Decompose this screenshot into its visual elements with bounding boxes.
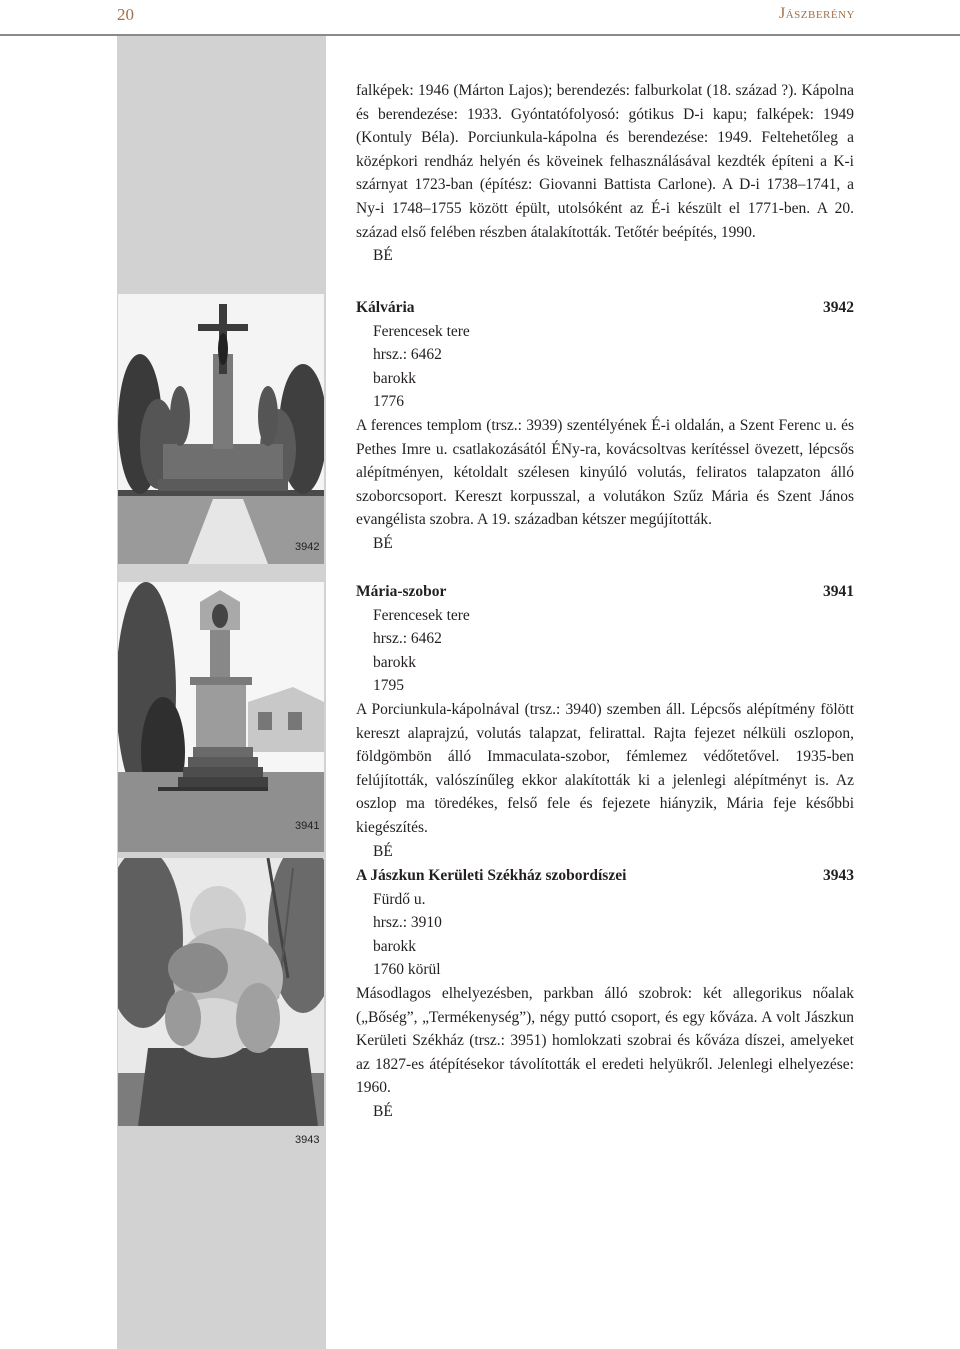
page-header	[0, 0, 960, 36]
entry-title: Kálvária	[356, 299, 415, 316]
entry-signature: BÉ	[373, 842, 393, 860]
entry-3941	[356, 580, 854, 863]
entry-date: 1776	[373, 393, 404, 411]
entry-3943	[356, 864, 854, 1124]
mary-statue-photo	[118, 582, 324, 852]
sculpture-photo	[118, 858, 324, 1126]
entry-title-row	[356, 296, 854, 320]
intro-text: falképek: 1946 (Márton Lajos); berendezés: falburkolat (18. század ?). Kápolna és berendezése: 1933. Gyóntatófolyosó: gótikus D-i kapu; falképek: 1949 (Kontuly Béla). Porciunkula-kápolna és berendezése: 1949. Feltehetőleg a középkori rendház helyén és köveinek felhasználásával kezdték építeni a K-i szárnyat 1723-ban (építész: Giovanni Battista Carlone). A D-i 1738–1741, a Ny-i 1748–1755 között épült, utolsóként az É-i készült el 1771-ben. A 20. század első felében részben átalakították. Tetőtér beépítés, 1990.	[356, 82, 854, 241]
entry-title: Mária-szobor	[356, 583, 447, 600]
calvary-photo	[118, 294, 324, 564]
entry-signature: BÉ	[373, 534, 393, 552]
running-title: Jászberény	[778, 5, 855, 22]
entry-date: 1795	[373, 677, 404, 695]
entry-number: 3943	[823, 867, 854, 884]
photo-label-3942: 3942	[295, 541, 320, 553]
entry-date: 1760 körül	[373, 961, 441, 979]
entry-text: Másodlagos elhelyezésben, parkban álló szobrok: két allegorikus nőalak („Bőség”, „Termékenység”), négy puttó csoport, és egy kőváza. A volt Jászkun Kerületi Székház (trsz.: 3951) homlokzati szobrai és kőváza díszei, amelyeket az 1827-es átépítésekor távolították el eredeti helyükről. Jelenlegi elhelyezése: 1960.	[356, 984, 854, 1097]
entry-address: Fürdő u.	[373, 890, 426, 908]
entry-address: Ferencesek tere	[373, 606, 470, 624]
entry-hrsz: hrsz.: 3910	[373, 914, 442, 932]
intro-signature: BÉ	[373, 247, 393, 265]
entry-hrsz: hrsz.: 6462	[373, 346, 442, 364]
entry-number: 3942	[823, 299, 854, 316]
entry-address: Ferencesek tere	[373, 322, 470, 340]
entry-style: barokk	[373, 937, 417, 955]
entry-title-row	[356, 580, 854, 604]
entry-style: barokk	[373, 369, 417, 387]
entry-number: 3941	[823, 583, 854, 600]
entry-text: A ferences templom (trsz.: 3939) szentélyének É-i oldalán, a Szent Ferenc u. és Pethes Imre u. csatlakozásától ÉNy-ra, kovácsoltvas kerítéssel övezett, lépcsős alépítményen, kétoldalt szélesen kinyúló volutás, feliratos talapzaton álló szoborcsoport. Kereszt korpusszal, a volutákon Szűz Mária és Szent János evangélista szobra. A 19. században kétszer megújították.	[356, 416, 854, 529]
intro-section	[356, 79, 854, 268]
entry-title: A Jászkun Kerületi Székház szobordíszei	[356, 867, 627, 884]
entry-hrsz: hrsz.: 6462	[373, 630, 442, 648]
photo-label-3941: 3941	[295, 820, 320, 832]
entry-text: A Porciunkula-kápolnával (trsz.: 3940) szemben áll. Lépcsős alépítmény fölött kereszt alaprajzú, volutás talapzat, felirattal. Rajta fejezet nélküli oszlopon, földgömbön álló Immaculata-szobor, fémlemez védőtetővel. 1935-ben felújították, valószínűleg ekkor alakították ki a jelenlegi alépítményt is. Az oszlop ma töredékes, felső fele és fejezete hiányzik, Mária feje későbbi kiegészítés.	[356, 700, 854, 836]
page-number: 20	[117, 5, 134, 24]
entry-signature: BÉ	[373, 1102, 393, 1120]
photo-label-3943: 3943	[295, 1134, 320, 1146]
entry-3942	[356, 296, 854, 556]
entry-style: barokk	[373, 653, 417, 671]
entry-title-row	[356, 864, 854, 888]
